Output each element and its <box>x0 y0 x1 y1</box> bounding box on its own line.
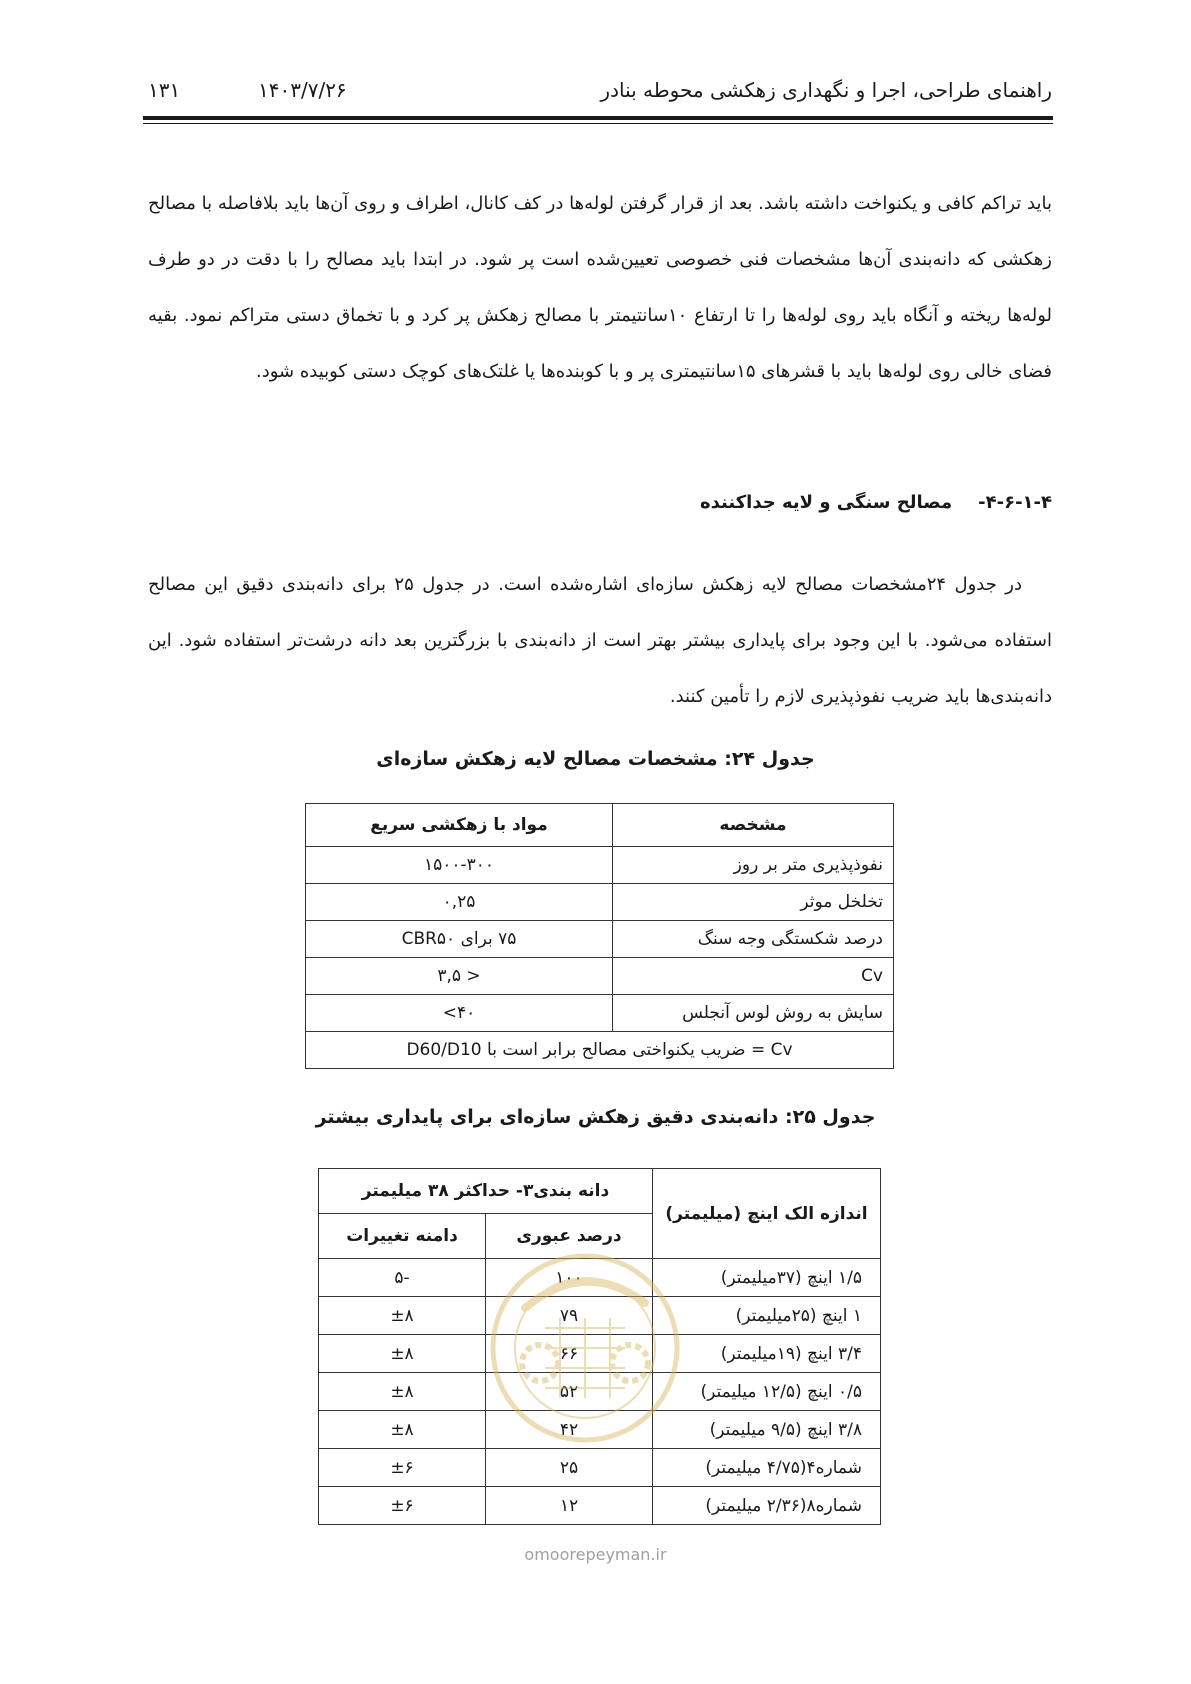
passing-cell: ۷۹ <box>486 1297 653 1335</box>
table-row <box>306 921 894 958</box>
section-number: ۴-۶-۱-۴- <box>978 492 1052 513</box>
spec-cell: سایش به روش لوس آنجلس <box>613 995 894 1032</box>
range-cell: ±۶ <box>319 1487 486 1525</box>
table-header-row <box>306 804 894 847</box>
table-row <box>319 1487 881 1525</box>
page-header <box>148 78 1052 108</box>
table-row <box>306 847 894 884</box>
header-date: ۱۴۰۳/۷/۲۶ <box>258 78 347 102</box>
table-note: Cv = ضریب یکنواختی مصالح برابر است با D60/D10 <box>306 1032 894 1069</box>
spec-cell: نفوذپذیری متر بر روز <box>613 847 894 884</box>
range-cell: ±۸ <box>319 1373 486 1411</box>
column-header-spec: مشخصه <box>613 804 894 847</box>
range-cell: ±۸ <box>319 1297 486 1335</box>
page-number: ۱۳۱ <box>148 78 181 102</box>
value-cell: ۴۰> <box>306 995 613 1032</box>
spec-cell: Cv <box>613 958 894 995</box>
range-cell: ±۸ <box>319 1411 486 1449</box>
spec-cell: تخلخل موثر <box>613 884 894 921</box>
sieve-size-cell: شماره۸(۲/۳۶ میلیمتر) <box>653 1487 881 1525</box>
value-cell: ۰,۲۵ <box>306 884 613 921</box>
range-cell: ±۸ <box>319 1335 486 1373</box>
table25-caption: جدول ۲۵: دانه‌بندی دقیق زهکش سازه‌ای برای پایداری بیشتر <box>315 1106 876 1128</box>
value-cell: ۱۵۰۰-۳۰۰ <box>306 847 613 884</box>
table-row <box>306 884 894 921</box>
column-header-gradation: دانه بندی۳- حداکثر ۳۸ میلیمتر <box>319 1169 653 1214</box>
table-note-row <box>306 1032 894 1069</box>
body-paragraph-2: در جدول ۲۴مشخصات مصالح لایه زهکش سازه‌ای اشاره‌شده است. در جدول ۲۵ برای دانه‌بندی دقیق این مصالح استفاده می‌شود. با این وجود برای پایداری بیشتر بهتر است از دانه‌بندی با بزرگترین بعد دانه درشت‌تر استفاده شود. این دانه‌بندی‌ها باید ضریب نفوذپذیری لازم را تأمین کنند. <box>148 574 1052 707</box>
table-header-row <box>319 1169 881 1214</box>
sieve-size-cell: ۱ اینچ (۲۵میلیمتر) <box>653 1297 881 1335</box>
table-24 <box>305 803 894 1069</box>
column-header-passing: درصد عبوری <box>486 1214 653 1259</box>
passing-cell: ۵۲ <box>486 1373 653 1411</box>
column-header-sieve-size: اندازه الک اینچ (میلیمتر) <box>653 1169 881 1259</box>
passing-cell: ۲۵ <box>486 1449 653 1487</box>
table-row <box>306 995 894 1032</box>
publisher-website: omoorepeyman.ir <box>524 1545 667 1564</box>
column-header-fast-drain: مواد با زهکشی سریع <box>306 804 613 847</box>
column-header-range: دامنه تغییرات <box>319 1214 486 1259</box>
sieve-size-cell: ۱/۵ اینچ (۳۷میلیمتر) <box>653 1259 881 1297</box>
document-title: راهنمای طراحی، اجرا و نگهداری زهکشی محوطه بنادر <box>600 78 1052 102</box>
passing-cell: ۱۰۰ <box>486 1259 653 1297</box>
value-cell: ۷۵ برای CBR۵۰ <box>306 921 613 958</box>
range-cell: -۵ <box>319 1259 486 1297</box>
passing-cell: ۶۶ <box>486 1335 653 1373</box>
section-heading <box>700 492 1052 513</box>
range-cell: ±۶ <box>319 1449 486 1487</box>
body-paragraph-1: باید تراکم کافی و یکنواخت داشته باشد. بعد از قرار گرفتن لوله‌ها در کف کانال، اطراف و روی آن‌ها باید بلافاصله با مصالح زهکشی که دانه‌بندی آن‌ها مشخصات فنی خصوصی تعیین‌شده است پر شود. در ابتدا باید مصالح را با دقت در دو طرف لوله‌ها ریخته و آنگاه باید روی لوله‌ها را تا ارتفاع ۱۰سانتیمتر با مصالح زهکش پر کرد و با تخماق دستی متراکم نمود. بقیه فضای خالی روی لوله‌ها باید با قشرهای ۱۵سانتیمتری پر و با کوبنده‌ها یا غلتک‌های کوچک دستی کوبیده شود. <box>148 193 1052 382</box>
sieve-size-cell: ۳/۴ اینچ (۱۹میلیمتر) <box>653 1335 881 1373</box>
section-title: مصالح سنگی و لایه جداکننده <box>699 492 953 513</box>
passing-cell: ۴۲ <box>486 1411 653 1449</box>
value-cell: < ۳,۵ <box>306 958 613 995</box>
header-rule-thin <box>143 123 1053 124</box>
table24-caption: جدول ۲۴: مشخصات مصالح لایه زهکش سازه‌ای <box>376 748 815 770</box>
spec-cell: درصد شکستگی وجه سنگ <box>613 921 894 958</box>
table-row <box>306 958 894 995</box>
passing-cell: ۱۲ <box>486 1487 653 1525</box>
sieve-size-cell: ۳/۸ اینچ (۹/۵ میلیمتر) <box>653 1411 881 1449</box>
sieve-size-cell: شماره۴(۴/۷۵ میلیمتر) <box>653 1449 881 1487</box>
header-rule-thick <box>143 116 1053 120</box>
table-row <box>319 1449 881 1487</box>
publisher-seal-watermark <box>485 1248 685 1448</box>
sieve-size-cell: ۰/۵ اینچ (۱۲/۵ میلیمتر) <box>653 1373 881 1411</box>
